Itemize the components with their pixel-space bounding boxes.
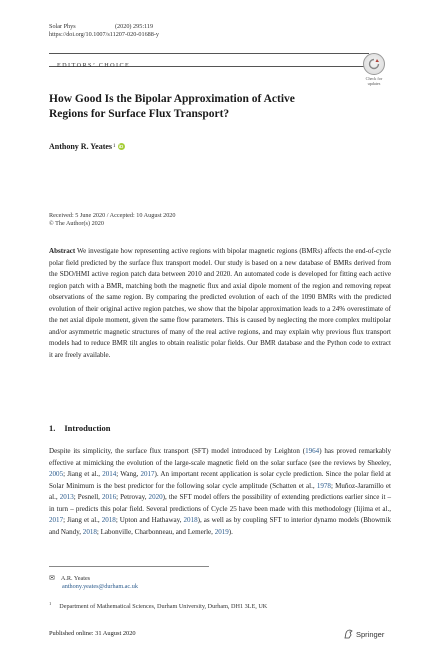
affiliation-text: Department of Mathematical Sciences, Durham University, Durham, DH1 3LE, UK [59,603,268,611]
check-updates-icon [363,53,385,75]
author-name: Anthony R. Yeates [49,142,113,151]
envelope-icon: ✉ [49,574,55,582]
contact-email[interactable]: anthony.yeates@durham.ac.uk [62,583,138,590]
springer-logo [344,629,384,639]
publisher-name: Springer [356,629,385,639]
journal-header [49,23,159,39]
editors-choice-label: EDITORS’ CHOICE [57,62,131,69]
article-dates [49,212,175,228]
intro-paragraph: Despite its simplicity, the surface flux transport (SFT) model introduced by Leighton (1964) has proved remarkably effective at mimicking the evolution of the large-scale magnetic field on the solar surface (see the reviews by Sheeley, 2005; Jiang et al., 2014; Wang, 2017). An important recent application is solar cycle prediction. Since the polar field at Solar Minimum is the best predictor for the following solar cycle amplitude (Schatten et al., 1978; Muñoz-Jaramillo et al., 2013; Pesnell, 2016; Petrovay, 2020), the SFT model offers the possibility of extending predictions earlier since it – in turn – predicts this polar field. Several predictions of Cycle 25 have been made with this methodology (Iijima et al., 2017; Jiang et al., 2018; Upton and Hathaway, 2018), as well as by coupling SFT to interior dynamo models (Bhowmik and Nandy, 2018; Labonville, Charbonneau, and Lemerle, 2019). [49,447,392,536]
orcid-icon[interactable]: iD [118,144,124,149]
ref-link[interactable]: 2018 [101,516,116,525]
springer-horse-icon [344,629,353,639]
check-for-updates-badge[interactable] [363,53,385,86]
ref-link[interactable]: 2018 [82,527,97,536]
author-line [49,142,125,151]
section-heading [49,423,111,433]
received-accepted: Received: 5 June 2020 / Accepted: 10 August 2020 [49,212,176,219]
title-line-1: How Good Is the Bipolar Approximation of Active [49,93,295,105]
check-label-1: Check for [365,76,383,81]
section-title: Introduction [64,423,111,433]
editors-choice-bar [49,53,369,67]
affiliation-mark: 1 [113,144,116,149]
section-number: 1. [49,423,56,433]
ref-link[interactable]: 2019 [214,527,229,536]
ref-link[interactable]: 2005 [49,470,64,479]
ref-link[interactable]: 1964 [305,447,320,455]
affiliation-number: 1 [49,601,52,606]
ref-link[interactable]: 1978 [316,481,331,490]
corresponding-author [49,574,138,591]
ref-link[interactable]: 2017 [49,516,64,525]
footnote-rule [49,566,209,567]
published-online: Published online: 31 August 2020 [49,630,136,637]
doi-link[interactable]: https://doi.org/10.1007/s11207-020-01688-y [49,31,159,38]
ref-link[interactable]: 2020 [148,493,163,502]
copyright: © The Author(s) 2020 [49,220,104,227]
title-line-2: Regions for Surface Flux Transport? [49,107,230,120]
abstract [49,246,391,361]
abstract-label: Abstract [49,247,76,255]
affiliation [49,600,267,611]
paper-title [49,92,379,121]
abstract-text: We investigate how representing active regions with bipolar magnetic regions (BMRs) affects the end-of-cycle polar field predicted by the surface flux transport model. Our study is based on a new database of BMRs derived from the SDO/HMI active region patch data between 2010 and 2020. An automated code is developed for fitting each active region patch with a BMR, matching both the magnetic flux and axial dipole moment of the region and removing repeat observations of the same region. By comparing the predicted evolution of each of the 1090 BMRs with the predicted evolution of their original active region patches, we show that the bipolar approximation leads to a 24% overestimate of the net axial dipole moment, given the same flow parameters. This is caused by neglecting the more complex multipolar and/or asymmetric magnetic structures of many of the real active regions, and may explain why previous flux transport models had to reduce BMR tilt angles to obtain realistic polar fields. Our BMR database and the Python code to extract it are freely available. [49,247,391,359]
ref-link[interactable]: 2013 [59,493,74,502]
ref-link[interactable]: 2014 [102,470,117,479]
journal-name: Solar Phys [49,23,76,30]
check-label-2: updates [367,81,381,86]
citation: (2020) 295:119 [115,23,154,30]
contact-name: A.R. Yeates [60,575,91,582]
ref-link[interactable]: 2017 [140,470,155,479]
ref-link[interactable]: 2016 [102,493,117,502]
ref-link[interactable]: 2018 [183,516,198,525]
